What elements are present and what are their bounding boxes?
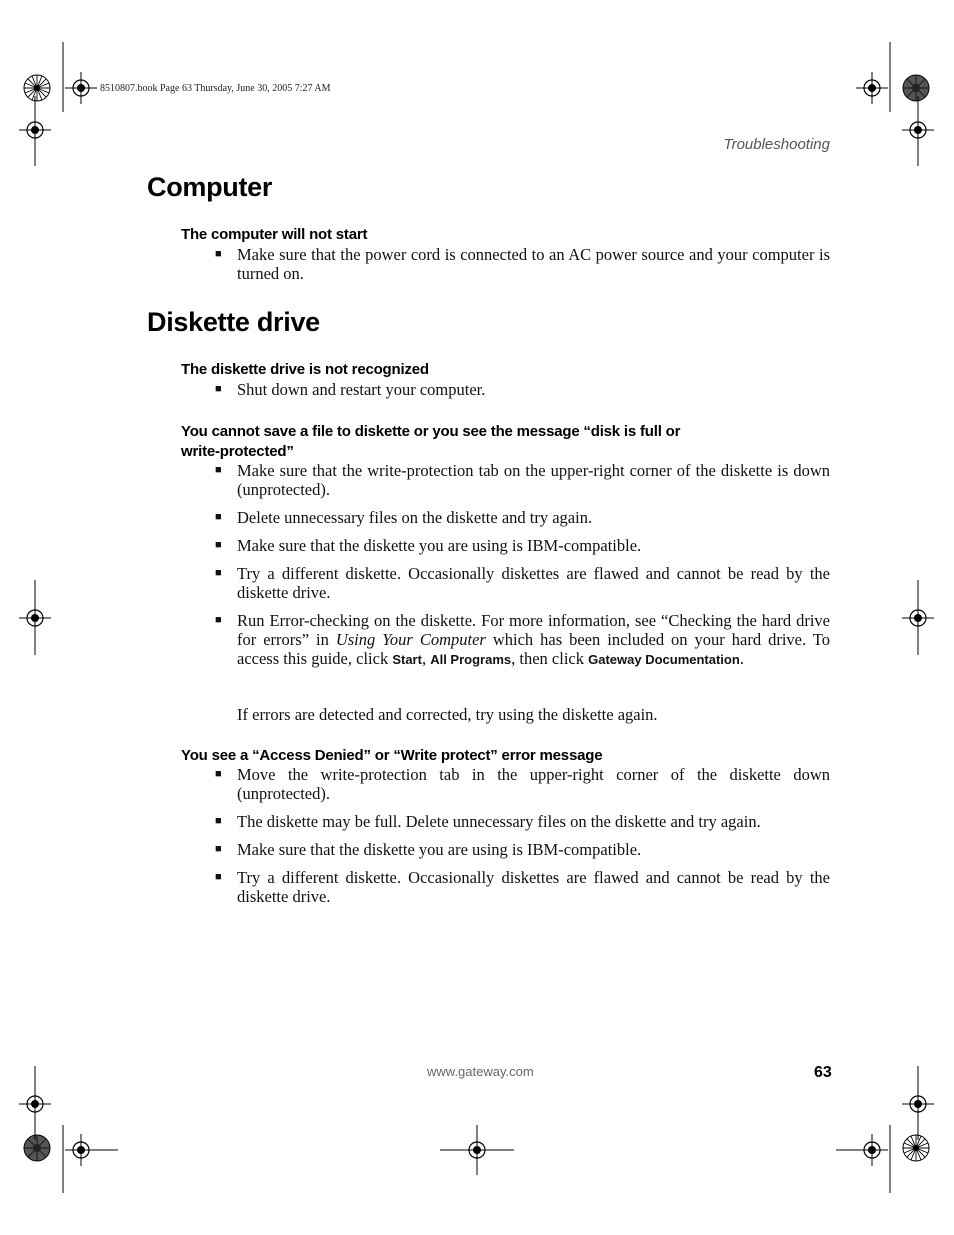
list-item: ■ Run Error-checking on the diskette. For more information, see “Checking the hard drive for errors” in Using Your Computer which has been included on your hard drive. To access this guide, click Start, All Programs, then click Gateway Documentation. bbox=[215, 611, 830, 668]
bullet-icon: ■ bbox=[215, 815, 222, 827]
problem-heading: You see a “Access Denied” or “Write protect” error message bbox=[181, 747, 603, 764]
section-title-diskette: Diskette drive bbox=[147, 307, 320, 337]
registration-target-icon bbox=[856, 72, 888, 104]
page-number: 63 bbox=[814, 1064, 832, 1081]
crop-mark-icon bbox=[0, 42, 63, 166]
problem-heading: The diskette drive is not recognized bbox=[181, 361, 429, 378]
list-item: ■ Try a different diskette. Occasionally diskettes are flawed and cannot be read by the diskette drive. bbox=[215, 564, 830, 602]
bullet-icon: ■ bbox=[215, 567, 222, 579]
list-item: ■ Move the write-protection tab in the upper-right corner of the diskette down (unprotected). bbox=[215, 765, 830, 803]
print-slug: 8510807.book Page 63 Thursday, June 30, 2005 7:27 AM bbox=[100, 83, 331, 94]
bullet-icon: ■ bbox=[215, 768, 222, 780]
bullet-icon: ■ bbox=[215, 871, 222, 883]
ui-label-gateway-documentation: Gateway Documentation bbox=[588, 652, 740, 667]
ui-label-start: Start bbox=[392, 652, 422, 667]
list-item: ■ Make sure that the diskette you are using is IBM-compatible. bbox=[215, 840, 642, 859]
bullet-icon: ■ bbox=[215, 539, 222, 551]
problem-heading: The computer will not start bbox=[181, 226, 368, 243]
radial-wheel-icon bbox=[903, 75, 929, 101]
section-title-computer: Computer bbox=[147, 172, 273, 202]
followup-paragraph: If errors are detected and corrected, try using the diskette again. bbox=[237, 705, 658, 724]
list-item: ■ Delete unnecessary files on the diskette and try again. bbox=[215, 508, 593, 527]
bullet-icon: ■ bbox=[215, 464, 222, 476]
bullet-icon: ■ bbox=[215, 511, 222, 523]
problem-heading: You cannot save a file to diskette or you see the message “disk is full or write-protected” bbox=[181, 423, 681, 460]
bullet-icon: ■ bbox=[215, 614, 222, 626]
list-item: ■ Shut down and restart your computer. bbox=[215, 380, 486, 399]
crop-mark-icon bbox=[35, 1066, 118, 1193]
crop-mark-icon bbox=[890, 42, 918, 166]
ui-label-all-programs: All Programs bbox=[430, 652, 512, 667]
crop-mark-icon bbox=[440, 1125, 514, 1175]
crop-mark-icon bbox=[836, 1066, 918, 1193]
running-head: Troubleshooting bbox=[723, 136, 830, 153]
radial-wheel-icon bbox=[24, 1135, 50, 1161]
book-title: Using Your Computer bbox=[335, 630, 486, 649]
list-item: ■ The diskette may be full. Delete unnecessary files on the diskette and try again. bbox=[215, 812, 761, 831]
registration-target-icon bbox=[65, 72, 97, 104]
list-item: ■ Make sure that the write-protection tab on the upper-right corner of the diskette is down (unprotected). bbox=[215, 461, 830, 499]
bullet-icon: ■ bbox=[215, 843, 222, 855]
radial-wheel-icon bbox=[903, 1135, 929, 1161]
list-item: ■ Try a different diskette. Occasionally diskettes are flawed and cannot be read by the diskette drive. bbox=[215, 868, 830, 906]
list-item: ■ Make sure that the diskette you are using is IBM-compatible. bbox=[215, 536, 642, 555]
bullet-icon: ■ bbox=[215, 383, 222, 395]
list-item: ■ Make sure that the power cord is connected to an AC power source and your computer is turned on. bbox=[215, 245, 830, 283]
footer-url[interactable]: www.gateway.com bbox=[427, 1064, 534, 1079]
radial-wheel-icon bbox=[24, 75, 50, 101]
bullet-icon: ■ bbox=[215, 248, 222, 260]
